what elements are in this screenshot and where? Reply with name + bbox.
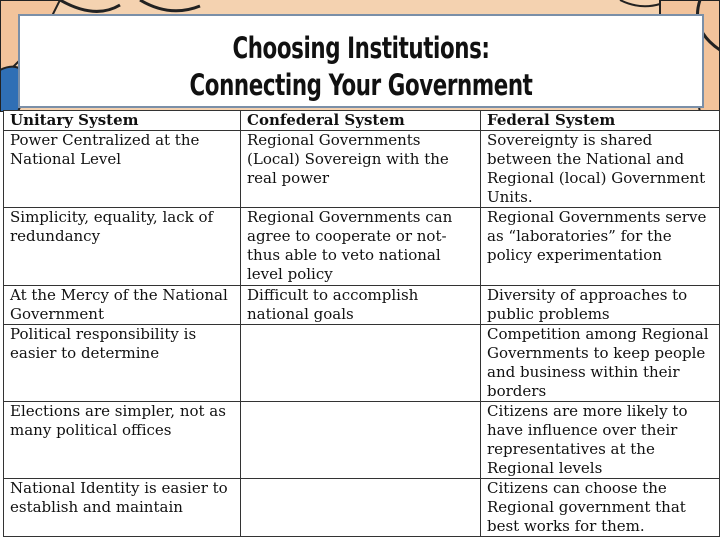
table-row <box>4 131 720 208</box>
table-cell: Citizens are more likely to have influence over their representatives at the Regional levels <box>481 402 720 479</box>
slide-title-line2: Connecting Your Government <box>189 68 533 102</box>
table-cell: Sovereignty is shared between the National and Regional (local) Government Units. <box>481 131 720 208</box>
title-panel <box>18 14 704 108</box>
table-cell: Regional Governments can agree to cooperate or not-thus able to veto national level policy <box>241 208 481 286</box>
header-confederal: Confederal System <box>241 111 481 131</box>
table-cell: Regional Governments serve as “laboratories” for the policy experimentation <box>481 208 720 286</box>
table-header-row <box>4 111 720 131</box>
comparison-table <box>3 110 720 537</box>
table-cell: At the Mercy of the National Government <box>4 286 241 325</box>
table-row <box>4 325 720 402</box>
table-cell: Citizens can choose the Regional government that best works for them. <box>481 479 720 537</box>
table-cell <box>241 402 481 479</box>
slide-title-line1: Choosing Institutions: <box>232 31 490 65</box>
table-cell: Diversity of approaches to public problems <box>481 286 720 325</box>
table-cell <box>241 325 481 402</box>
table-cell <box>241 479 481 537</box>
header-federal: Federal System <box>481 111 720 131</box>
table-cell: Difficult to accomplish national goals <box>241 286 481 325</box>
table-cell: Regional Governments (Local) Sovereign with the real power <box>241 131 481 208</box>
header-unitary: Unitary System <box>4 111 241 131</box>
comparison-table-wrapper <box>3 110 719 533</box>
table-row <box>4 286 720 325</box>
table-cell: Simplicity, equality, lack of redundancy <box>4 208 241 286</box>
table-row <box>4 402 720 479</box>
table-row <box>4 208 720 286</box>
table-cell: Power Centralized at the National Level <box>4 131 241 208</box>
table-cell: National Identity is easier to establish and maintain <box>4 479 241 537</box>
table-cell: Elections are simpler, not as many political offices <box>4 402 241 479</box>
table-cell: Competition among Regional Governments to keep people and business within their borders <box>481 325 720 402</box>
table-cell: Political responsibility is easier to determine <box>4 325 241 402</box>
table-row <box>4 479 720 537</box>
